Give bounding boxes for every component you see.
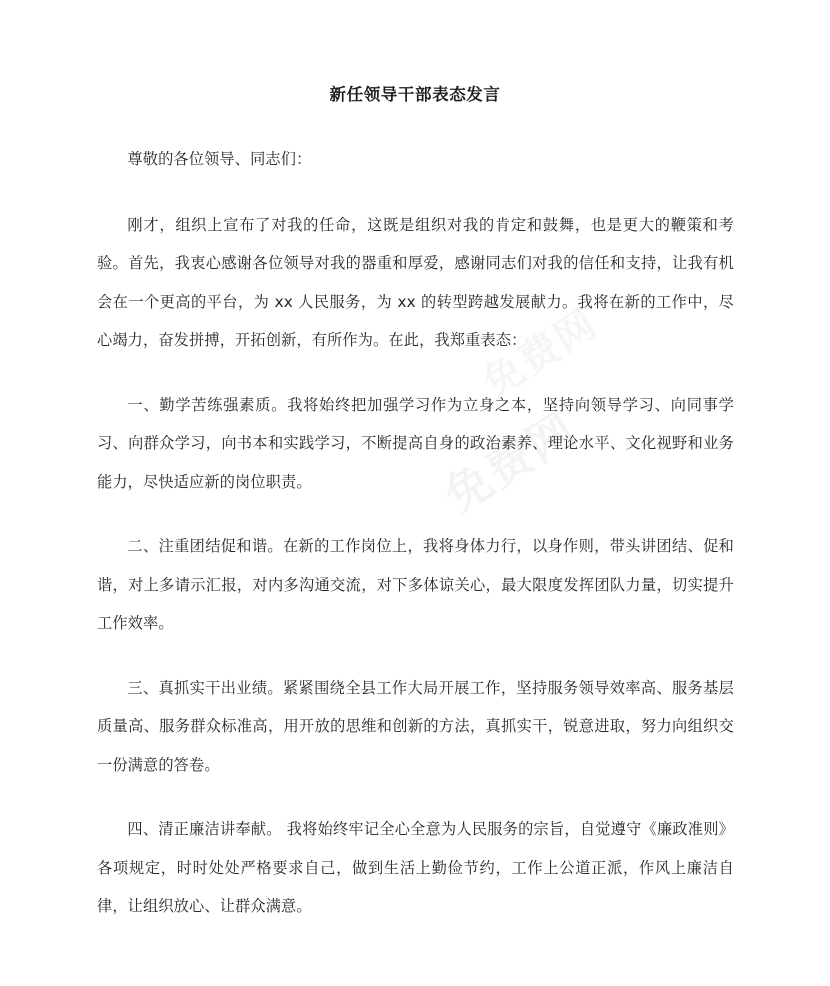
page-title: 新任领导干部表态发言 (329, 85, 501, 104)
paragraph-section-one: 一、勤学苦练强素质。我将始终把加强学习作为立身之本，坚持向领导学习、向同事学习、向群众学习，向书本和实践学习，不断提高自身的政治素养、理论水平、文化视野和业务能力，尽快适应新的岗位职责。 (97, 395, 734, 491)
document-body (97, 140, 734, 926)
salutation-line: 尊敬的各位领导、同志们： (127, 150, 312, 168)
paragraph-section-two: 二、注重团结促和谐。在新的工作岗位上，我将身体力行，以身作则，带头讲团结、促和谐，对上多请示汇报，对内多沟通交流，对下多体谅关心，最大限度发挥团队力量，切实提升工作效率。 (97, 537, 734, 632)
paragraph-section-three: 三、真抓实干出业绩。紧紧围绕全县工作大局开展工作，坚持服务领导效率高、服务基层质量高、服务群众标准高，用开放的思维和创新的方法，真抓实干，锐意进取，努力向组织交一份满意的答卷。 (97, 678, 734, 774)
paragraph-intro: 刚才，组织上宣布了对我的任命，这既是组织对我的肯定和鼓舞，也是更大的鞭策和考验。首先，我衷心感谢各位领导对我的器重和厚爱，感谢同志们对我的信任和支持，让我有机会在一个更高的平台，为 xx 人民服务，为 xx 的转型跨越发展献力。我将在新的工作中，尽心竭力，奋发拼搏，开拓创新，有所作为。在此，我郑重表态： (97, 215, 734, 349)
paragraph-section-four: 四、清正廉洁讲奉献。 我将始终牢记全心全意为人民服务的宗旨，自觉遵守《廉政准则》各项规定，时时处处严格要求自己，做到生活上勤俭节约，工作上公道正派，作风上廉洁自律，让组织放心、让群众满意。 (97, 820, 734, 915)
